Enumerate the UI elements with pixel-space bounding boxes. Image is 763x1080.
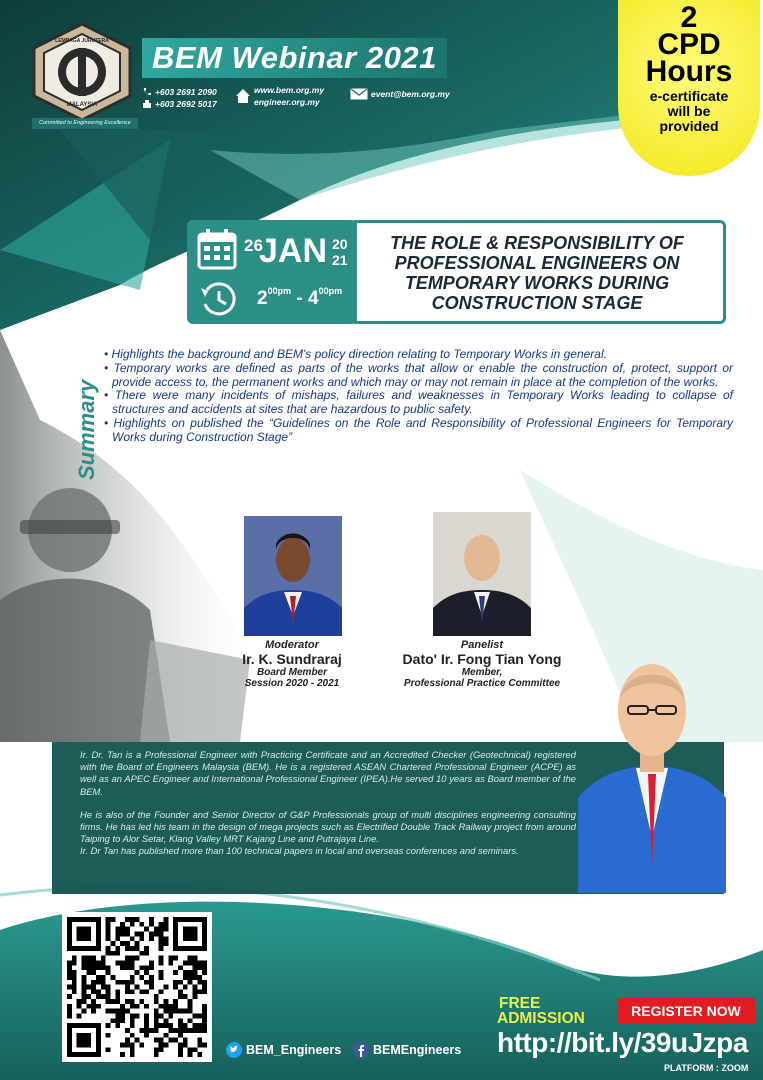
moderator-detail: Session 2020 - 2021 [244,678,340,689]
clock-icon [199,280,239,318]
svg-text:Summary: Summary [74,379,99,480]
moderator-photo [244,516,342,636]
panelist-detail: Member, [461,667,503,678]
logo-text-top: LEMBAGA JURUTERA [55,38,109,44]
website-link[interactable]: www.bem.org.my [254,85,325,95]
cpd-note: provided [659,118,719,134]
registration-link[interactable]: http://bit.ly/39uJzpa [497,1027,748,1058]
cpd-note: e-certificate [649,88,729,104]
event-topic [354,220,726,324]
phone-contacts [142,86,217,110]
event-day: 26 [244,236,263,255]
twitter-label: BEM_Engineers [246,1043,342,1057]
moderator-name: Ir. K. Sundraraj [242,651,342,667]
summary-point: • Temporary works are defined as parts of the works that allow or enable the construction of, protect, support or provide access to, the permanent works and which may or may not remain in place at the completion of the works. [104,360,733,389]
speaker-role: Speaker [623,893,667,905]
facebook-handle[interactable] [353,1042,461,1058]
event-time: $2^{00pm} - 4^{00pm}$ [257,286,343,309]
cpd-number: 2 [680,1,698,34]
panelist-detail: Professional Practice Committee [403,678,561,689]
cpd-badge [618,0,760,176]
speaker-name: Ir. Dr. Tan Yean Chin [577,905,713,921]
moderator-info [212,639,372,689]
speaker-info [565,893,725,954]
page-title: BEM Webinar 2021 [142,38,447,78]
cpd-label: CPD [657,28,721,61]
speaker-detail: Member, [624,921,666,932]
mail-icon [350,88,368,100]
event-date-box [187,220,357,324]
panelist-name: Dato' Ir. Fong Tian Yong [402,651,562,667]
calendar-icon [197,228,237,270]
summary-point: • Highlights the background and BEM's policy direction relating to Temporary Works in general. [104,347,607,361]
email-contact [350,88,450,100]
phone-number: +603 2691 2090 [155,87,217,97]
panelist-role: Panelist [460,639,504,651]
facebook-icon [353,1042,369,1058]
summary-label [70,350,100,480]
twitter-icon [226,1042,242,1058]
summary-point: • There were many incidents of mishaps, failures and weaknesses in Temporary Works leading to collapse of structures and accidents at sites that are hazardous to public safety. [104,388,733,417]
speaker-detail: Working Group [608,932,682,943]
facebook-label: BEMEngineers [373,1043,462,1057]
home-icon [235,88,251,104]
panelist-photo [433,512,531,636]
twitter-handle[interactable] [226,1042,341,1058]
bio-paragraph: Ir. Dr. Tan is a Professional Engineer with Practicing Certificate and an Accredited Checker (Geotechnical) registered with the Board of Engineers Malaysia (BEM). He is a registered ASEAN Chartered Professional Engineer (ACPE) as well as an APEC Engineer and International Professional Engineer (IPEA).He served 10 years as Board member of the BEM. [80,749,576,797]
cpd-note: will be [667,103,711,119]
moderator-detail: Board Member [256,667,327,678]
qr-code-graphic [67,917,207,1057]
register-now-button[interactable]: REGISTER NOW [617,998,755,1024]
speaker-bio [80,749,576,869]
platform-label: PLATFORM : ZOOM [664,1063,749,1073]
moderator-role: Moderator [265,639,319,651]
website-link[interactable]: engineer.org.my [254,97,320,107]
phone-icon [142,87,152,97]
bio-paragraph: He is also of the Founder and Senior Director of G&P Professionals group of multi disciplines engineering consulting firms. He has led his team in the design of mega projects such as Electrified Double Track Railway project from around Taiping to Alor Setar, Klang Valley MRT Kajang Line and Putrajaya Line. Ir. Dr Tan has published more than 100 technical papers in local and overseas conferences and seminars. [80,808,576,857]
summary-list [103,348,733,445]
event-year: 20 21 [332,236,348,268]
tagline: Committed to Engineering Excellence [32,118,138,129]
registration-qr-code[interactable] [62,912,212,1062]
topic-line: CONSTRUCTION STAGE [431,293,643,313]
speaker-detail: Professional Practice [594,943,696,954]
fax-number: +603 2692 5017 [155,99,217,109]
website-contacts [235,84,324,108]
topic-line: THE ROLE & RESPONSIBILITY OF [390,233,684,253]
cpd-hours: Hours [645,55,733,88]
panelist-info [372,639,592,689]
event-month: JAN [259,232,328,270]
email-link[interactable]: event@bem.org.my [371,89,450,99]
fax-icon [142,99,152,109]
summary-point: • Highlights on published the “Guidelines on the Role and Responsibility of Professional Engineers for Temporary Works during Construction Stage” [104,415,733,444]
speaker-photo [578,648,726,893]
topic-line: PROFESSIONAL ENGINEERS ON [394,253,680,273]
free-admission: FREE ADMISSION [497,995,585,1027]
bem-logo [28,22,136,122]
logo-text-bottom: MALAYSIA [66,102,98,108]
topic-line: TEMPORARY WORKS DURING [404,273,670,293]
